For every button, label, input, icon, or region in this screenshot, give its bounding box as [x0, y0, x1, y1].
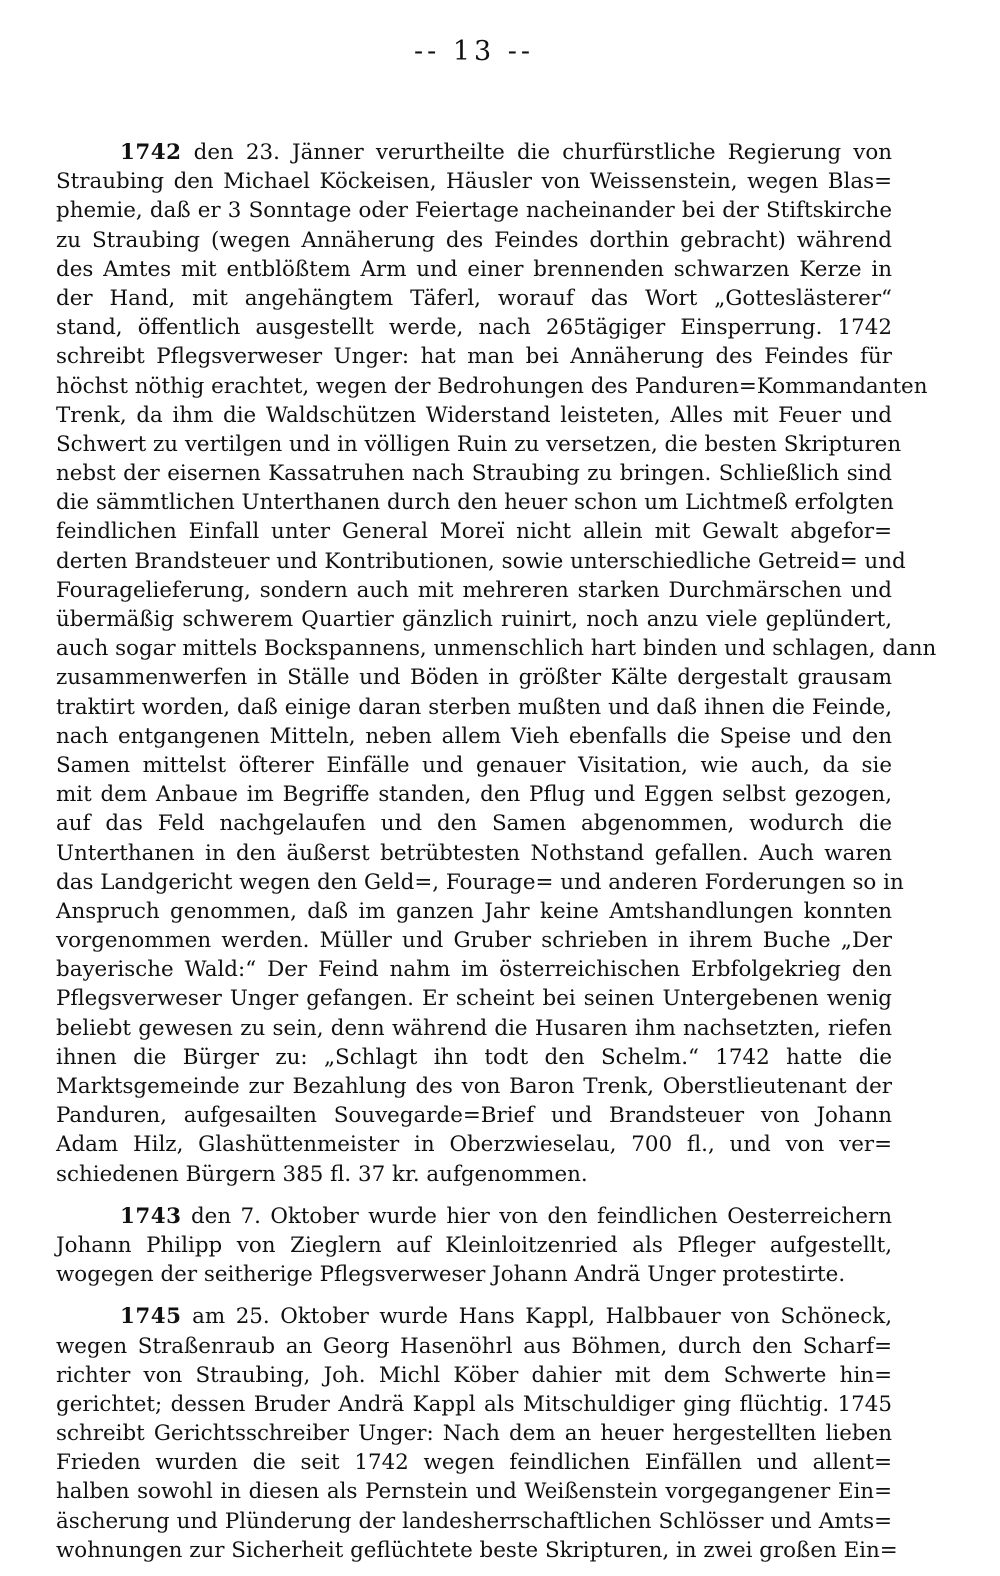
line-text: äscherung und Plünderung der landesherrschaftlichen Schlösser und Amts=: [56, 1508, 892, 1534]
line-text: den 23. Jänner verurtheilte die churfürstliche Regierung von: [193, 140, 892, 165]
text-line: [56, 1419, 892, 1448]
text-line: [56, 868, 904, 897]
text-line: [56, 722, 892, 751]
text-line: [56, 372, 928, 401]
text-line: [56, 984, 892, 1013]
text-line: [56, 1231, 892, 1260]
year-label: 1745: [120, 1304, 182, 1330]
text-line: [56, 1477, 892, 1506]
line-text: schreibt Gerichtsschreiber Unger: Nach dem an heuer hergestellten lieben: [56, 1421, 892, 1447]
line-text: halben sowohl in diesen als Pernstein und Weißenstein vorgegangener Ein=: [56, 1479, 892, 1505]
text-line: [56, 1072, 892, 1101]
text-line: [56, 342, 892, 371]
text-line: [56, 547, 906, 576]
text-line: [56, 1014, 892, 1043]
text-line: [56, 226, 892, 255]
text-line: [56, 955, 892, 984]
text-line: [56, 1260, 892, 1289]
line-text: Samen mittelst öfterer Einfälle und genauer Visitation, wie auch, da sie: [56, 752, 892, 778]
text-line: [56, 1101, 892, 1130]
paragraph-1745: [56, 1302, 898, 1565]
text-line: [56, 839, 892, 868]
line-text: am 25. Oktober wurde Hans Kappl, Halbbauer von Schöneck,: [192, 1304, 892, 1330]
line-text: schiedenen Bürgern 385 fl. 37 kr. aufgenommen.: [56, 1161, 588, 1187]
year-label: 1743: [120, 1203, 182, 1229]
line-text: feindlichen Einfall unter General Moreï nicht allein mit Gewalt abgefor=: [56, 519, 892, 545]
text-line: [56, 138, 892, 167]
text-line: [56, 926, 892, 955]
line-text: Unterthanen in den äußerst betrübtesten Nothstand gefallen. Auch waren: [56, 840, 892, 866]
text-line: [56, 488, 892, 517]
line-text: das Landgericht wegen den Geld=, Fourage= und anderen Forderungen so in: [56, 869, 904, 895]
line-text: mit dem Anbaue im Begriffe standen, den Pflug und Eggen selbst gezogen,: [56, 782, 892, 808]
line-text: gerichtet; dessen Bruder Andrä Kappl als Mitschuldiger ging flüchtig. 1745: [56, 1391, 892, 1417]
line-text: der Hand, mit angehängtem Täferl, worauf das Wort „Gotteslästerer“: [56, 285, 892, 311]
page-number-header: -- 13 --: [413, 36, 534, 67]
text-line: [56, 634, 937, 663]
text-line: [56, 401, 892, 430]
line-text: derten Brandsteuer und Kontributionen, sowie unterschiedliche Getreid= und: [56, 548, 906, 574]
line-text: nach entgangenen Mitteln, neben allem Vieh ebenfalls die Speise und den: [56, 723, 892, 749]
text-line: [56, 809, 892, 838]
text-line: [56, 751, 892, 780]
text-line: [56, 1202, 892, 1231]
line-text: traktirt worden, daß einige daran sterben mußten und daß ihnen die Feinde,: [56, 694, 892, 720]
line-text: übermäßig schwerem Quartier gänzlich ruinirt, noch anzu viele geplündert,: [56, 607, 892, 632]
line-text: Straubing den Michael Köckeisen, Häusler von Weissenstein, wegen Blas=: [56, 169, 892, 195]
line-text: Pflegsverweser Unger gefangen. Er scheint bei seinen Untergebenen wenig: [56, 986, 892, 1012]
line-text: nebst der eisernen Kassatruhen nach Straubing zu bringen. Schließlich sind: [56, 461, 892, 487]
paragraph-1743: [56, 1202, 892, 1290]
text-line: [56, 1043, 892, 1072]
line-text: phemie, daß er 3 Sonntage oder Feiertage nacheinander bei der Stiftskirche: [56, 198, 892, 224]
line-text: auch sogar mittels Bockspannens, unmenschlich hart binden und schlagen, dann: [56, 636, 937, 662]
line-text: richter von Straubing, Joh. Michl Köber dahier mit dem Schwerte hin=: [56, 1362, 892, 1388]
text-line: [56, 1536, 898, 1565]
text-line: [56, 1302, 892, 1331]
line-text: wegen Straßenraub an Georg Hasenöhrl aus Böhmen, durch den Scharf=: [56, 1333, 892, 1359]
line-text: des Amtes mit entblößtem Arm und einer brennenden schwarzen Kerze in: [56, 256, 892, 282]
text-line: [56, 430, 902, 459]
line-text: stand, öffentlich ausgestellt werde, nach 265tägiger Einsperrung. 1742: [56, 315, 892, 341]
text-line: [56, 1507, 892, 1536]
text-line: [56, 255, 892, 284]
text-line: [56, 167, 892, 196]
line-text: Schwert zu vertilgen und in völligen Ruin zu versetzen, die besten Skripturen: [56, 431, 902, 457]
line-text: bayerische Wald:“ Der Feind nahm im österreichischen Erbfolgekrieg den: [56, 957, 892, 983]
line-text: auf das Feld nachgelaufen und den Samen abgenommen, wodurch die: [56, 811, 892, 837]
text-line: [56, 605, 892, 634]
line-text: Anspruch genommen, daß im ganzen Jahr keine Amtshandlungen konnten: [56, 898, 892, 924]
line-text: zusammenwerfen in Ställe und Böden in größter Kälte dergestalt grausam: [56, 665, 892, 691]
text-line: [56, 1361, 892, 1390]
line-text: den 7. Oktober wurde hier von den feindlichen Oesterreichern: [190, 1203, 892, 1229]
text-line: [56, 1390, 892, 1419]
text-line: [56, 780, 892, 809]
line-text: wogegen der seitherige Pflegsverweser Johann Andrä Unger protestirte.: [56, 1262, 846, 1288]
line-text: wohnungen zur Sicherheit geflüchtete beste Skripturen, in zwei großen Ein=: [56, 1537, 898, 1563]
text-line: [56, 284, 892, 313]
line-text: Trenk, da ihm die Waldschützen Widerstand leisteten, Alles mit Feuer und: [56, 402, 892, 428]
text-line: [56, 897, 892, 926]
line-text: Fouragelieferung, sondern auch mit mehreren starken Durchmärschen und: [56, 577, 892, 603]
line-text: schreibt Pflegsverweser Unger: hat man bei Annäherung des Feindes für: [56, 344, 892, 370]
text-line: [56, 1160, 892, 1189]
text-line: [56, 196, 892, 225]
line-text: die sämmtlichen Unterthanen durch den heuer schon um Lichtmeß erfolgten: [56, 490, 894, 516]
paragraph-1742: [56, 138, 937, 1189]
text-line: [56, 1130, 892, 1159]
year-label: 1742: [120, 140, 182, 165]
document-body: [56, 138, 937, 1565]
line-text: Adam Hilz, Glashüttenmeister in Oberzwieselau, 700 fl., und von ver=: [56, 1132, 892, 1158]
text-line: [56, 663, 892, 692]
line-text: Johann Philipp von Zieglern auf Kleinloitzenried als Pfleger aufgestellt,: [56, 1232, 892, 1258]
line-text: vorgenommen werden. Müller und Gruber schrieben in ihrem Buche „Der: [56, 928, 892, 954]
text-line: [56, 1332, 892, 1361]
line-text: Panduren, aufgesailten Souvegarde=Brief und Brandsteuer von Johann: [56, 1103, 892, 1129]
text-line: [56, 313, 892, 342]
line-text: beliebt gewesen zu sein, denn während die Husaren ihm nachsetzten, riefen: [56, 1015, 892, 1041]
line-text: ihnen die Bürger zu: „Schlagt ihn todt den Schelm.“ 1742 hatte die: [56, 1044, 892, 1070]
text-line: [56, 1448, 892, 1477]
line-text: Marktsgemeinde zur Bezahlung des von Baron Trenk, Oberstlieutenant der: [56, 1074, 892, 1099]
line-text: Frieden wurden die seit 1742 wegen feindlichen Einfällen und allent=: [56, 1450, 892, 1476]
text-line: [56, 693, 892, 722]
text-line: [56, 517, 892, 546]
text-line: [56, 459, 892, 488]
text-line: [56, 576, 892, 605]
line-text: zu Straubing (wegen Annäherung des Feindes dorthin gebracht) während: [56, 227, 892, 253]
line-text: höchst nöthig erachtet, wegen der Bedrohungen des Panduren=Kommandanten: [56, 373, 928, 399]
